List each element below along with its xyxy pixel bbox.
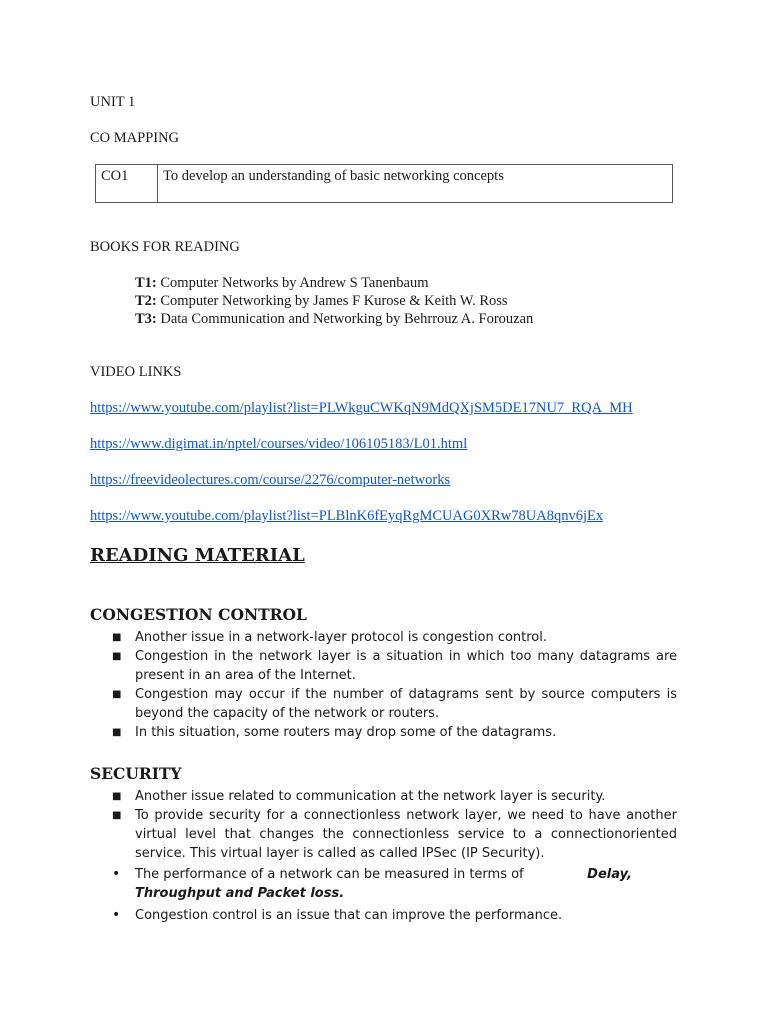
list-item: ■ Congestion may occur if the number of datagrams sent by source computers is beyond the capacity of the network or routers. — [112, 687, 677, 721]
security-list — [90, 787, 677, 863]
last-bullet-item — [90, 906, 677, 925]
square-bullet-icon: ■ — [112, 689, 122, 700]
co-mapping-heading: CO MAPPING — [90, 130, 180, 146]
co-code: CO1 — [96, 165, 158, 203]
performance-item — [90, 865, 677, 903]
list-item: ■ Another issue in a network-layer protocol is congestion control. — [112, 630, 548, 645]
list-item: ■ In this situation, some routers may drop some of the datagrams. — [112, 725, 557, 740]
list-item: ■ Another issue related to communication at the network layer is security. — [112, 789, 606, 804]
list-item: ■ To provide security for a connectionless network layer, we need to have another virtual level that changes the connectionless service to a connectionoriented service. This virtual layer is called as called IPSec (IP Security). — [112, 808, 677, 861]
book-item: T3: Data Communication and Networking by Behrrouz A. Forouzan — [135, 311, 534, 327]
congestion-list — [90, 628, 677, 742]
security-heading: SECURITY — [90, 764, 182, 783]
dot-bullet-icon: • — [112, 907, 121, 923]
congestion-heading: CONGESTION CONTROL — [90, 605, 307, 624]
co-mapping-table — [95, 164, 673, 203]
dot-bullet-icon: • — [112, 866, 121, 882]
square-bullet-icon: ■ — [112, 727, 122, 738]
books-list — [135, 274, 533, 328]
unit-label: UNIT 1 — [90, 94, 136, 110]
video-link[interactable]: https://www.youtube.com/playlist?list=PLBlnK6fEyqRgMCUAG0XRw78UA8qnv6jEx — [90, 508, 604, 524]
book-item: T1: Computer Networks by Andrew S Tanenbaum — [135, 275, 429, 291]
video-link[interactable]: https://freevideolectures.com/course/2276/computer-networks — [90, 472, 451, 488]
square-bullet-icon: ■ — [112, 632, 122, 643]
performance-term-delay: Delay, — [587, 867, 632, 882]
book-item: T2: Computer Networking by James F Kurose & Keith W. Ross — [135, 293, 508, 309]
co-row — [96, 165, 673, 203]
square-bullet-icon: ■ — [112, 810, 122, 821]
performance-terms: Throughput and Packet loss. — [135, 886, 345, 901]
books-heading: BOOKS FOR READING — [90, 239, 240, 255]
last-bullet-text: Congestion control is an issue that can improve the performance. — [135, 908, 563, 923]
reading-material-heading: READING MATERIAL — [90, 545, 305, 566]
co-description: To develop an understanding of basic networking concepts — [158, 165, 673, 203]
video-links-heading: VIDEO LINKS — [90, 364, 182, 380]
video-link[interactable]: https://www.digimat.in/nptel/courses/video/106105183/L01.html — [90, 436, 468, 452]
video-link[interactable]: https://www.youtube.com/playlist?list=PLWkguCWKqN9MdQXjSM5DE17NU7_RQA_MH — [90, 400, 633, 416]
square-bullet-icon: ■ — [112, 791, 122, 802]
square-bullet-icon: ■ — [112, 651, 122, 662]
performance-lead: The performance of a network can be measured in terms of — [135, 867, 524, 882]
list-item: ■ Congestion in the network layer is a situation in which too many datagrams are present in an area of the Internet. — [112, 649, 677, 683]
